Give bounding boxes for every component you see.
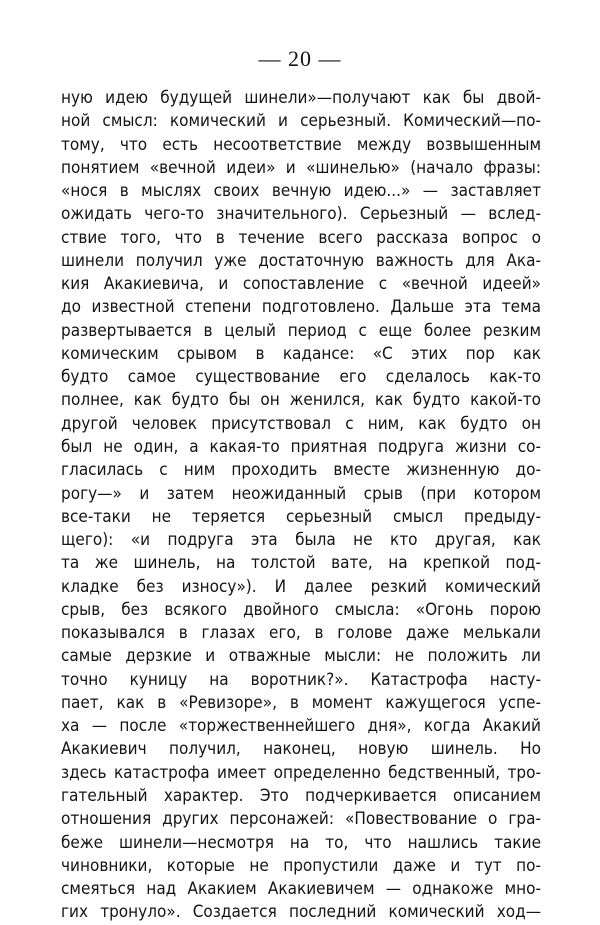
text-line: «нося в мыслях своих вечную идею...» — заставляет	[61, 181, 541, 202]
text-line: кладке без износу»). И далее резкий комический	[61, 576, 541, 597]
page-number: — 20 —	[258, 46, 342, 71]
text-line: до известной степени подготовлено. Дальше эта тема	[61, 297, 541, 318]
text-line: смеяться над Акакием Акакиевичем — однакоже мно-	[61, 879, 541, 900]
text-line: рогу—» и затем неожиданный срыв (при котором	[61, 483, 541, 504]
text-line: гательный характер. Это подчеркивается описанием	[61, 785, 541, 806]
text-line: понятием «вечной идеи» и «шинелью» (начало фразы:	[61, 157, 541, 178]
text-line: будто самое существование его сделалось как-то	[61, 367, 541, 388]
body-text	[61, 87, 541, 925]
text-line: ную идею будущей шинели»—получают как бы двой-	[61, 88, 541, 108]
text-line: щего): «и подруга эта была не кто другая, как	[61, 530, 541, 551]
text-line: чиновники, которые не пропустили даже и тут по-	[61, 855, 541, 876]
text-line: показывался в глазах его, в голове даже мелькали	[61, 623, 541, 644]
text-line: гих тронуло». Создается последний комический ход—	[61, 902, 541, 923]
text-line: ожидать чего-то значительного). Серьезный — вслед-	[61, 204, 541, 225]
text-line: пает, как в «Ревизоре», в момент кажущегося успе-	[61, 692, 541, 713]
text-line: развертывается в целый период с еще более резким	[61, 320, 541, 341]
text-line: отношения других персонажей: «Повествование о гра-	[61, 809, 541, 830]
text-line: шинели получил уже достаточную важность для Ака-	[61, 250, 541, 271]
text-line: самые дерзкие и отважные мысли: не положить ли	[61, 646, 541, 667]
text-line: кия Акакиевича, и сопоставление с «вечной идеей»	[61, 274, 541, 295]
text-line: Акакиевич получил, наконец, новую шинель. Но	[61, 739, 541, 760]
text-line: та же шинель, на толстой вате, на крепкой под-	[61, 553, 541, 574]
text-line: тому, что есть несоответствие между возвышенным	[61, 134, 541, 155]
text-line: другой человек присутствовал с ним, как будто он	[61, 413, 541, 434]
text-line: здесь катастрофа имеет определенно бедственный, тро-	[61, 762, 541, 783]
text-line: был не один, а какая-то приятная подруга жизни со-	[61, 436, 541, 457]
text-line: полнее, как будто бы он женился, как будто какой-то	[61, 390, 541, 411]
text-line: срыв, без всякого двойного смысла: «Огонь порою	[61, 599, 541, 620]
text-line: ствие того, что в течение всего рассказа вопрос о	[61, 227, 541, 248]
text-line: все-таки не теряется серьезный смысл предыду-	[61, 506, 541, 527]
text-line: ной смысл: комический и серьезный. Комический—по-	[61, 111, 541, 132]
text-line: ха — после «торжественнейшего дня», когда Акакий	[61, 716, 541, 737]
text-line: гласилась с ним проходить вместе жизненную до-	[61, 460, 541, 481]
text-line: комическим срывом в кадансе: «С этих пор как	[61, 343, 541, 364]
text-line: беже шинели—несмотря на то, что нашлись такие	[61, 832, 541, 853]
text-line: точно куницу на воротник?». Катастрофа насту-	[61, 669, 541, 690]
